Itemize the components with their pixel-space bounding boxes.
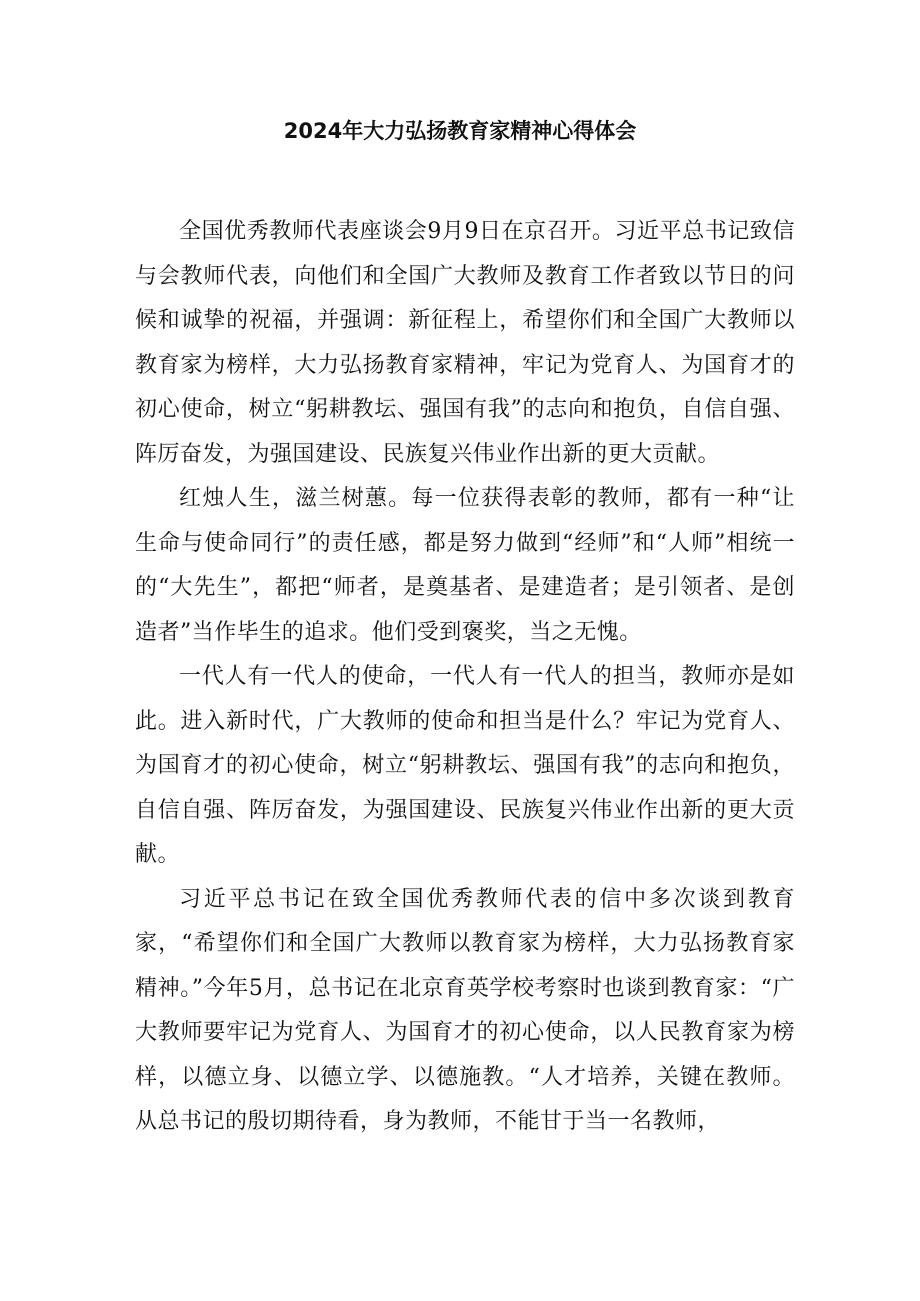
document-title: 2024年大力弘扬教育家精神心得体会 bbox=[283, 119, 637, 143]
paragraph-3: 一代人有一代人的使命，一代人有一代人的担当，教师亦是如此。进入新时代，广大教师的使命和担当是什么？牢记为党育人、为国育才的初心使命，树立“躬耕教坛、强国有我”的志向和抱负，自信自强、阵厉奋发，为强国建设、民族复兴伟业作出新的更大贡献。 bbox=[135, 664, 795, 867]
paragraph-4: 习近平总书记在致全国优秀教师代表的信中多次谈到教育家，“希望你们和全国广大教师以教育家为榜样，大力弘扬教育家精神。”今年5月，总书记在北京育英学校考察时也谈到教育家：“广大教师要牢记为党育人、为国育才的初心使命，以人民教育家为榜样，以德立身、以德立学、以德施教。“人才培养，关键在教师。从总书记的殷切期待看，身为教师，不能甘于当一名教师， bbox=[135, 886, 795, 1134]
paragraph-1: 全国优秀教师代表座谈会9月9日在京召开。习近平总书记致信与会教师代表，向他们和全国广大教师及教育工作者致以节日的问候和诚挚的祝福，并强调：新征程上，希望你们和全国广大教师以教育家为榜样，大力弘扬教育家精神，牢记为党育人、为国育才的初心使命，树立“躬耕教坛、强国有我”的志向和抱负，自信自强、阵厉奋发，为强国建设、民族复兴伟业作出新的更大贡献。 bbox=[135, 219, 795, 467]
document-body bbox=[135, 210, 795, 1145]
paragraph-2: 红烛人生，滋兰树蕙。每一位获得表彰的教师，都有一种“让生命与使命同行”的责任感，都是努力做到“经师”和“人师”相统一的“大先生”，都把“师者，是奠基者、是建造者；是引领者、是创造者”当作毕生的追求。他们受到褒奖，当之无愧。 bbox=[135, 486, 795, 645]
